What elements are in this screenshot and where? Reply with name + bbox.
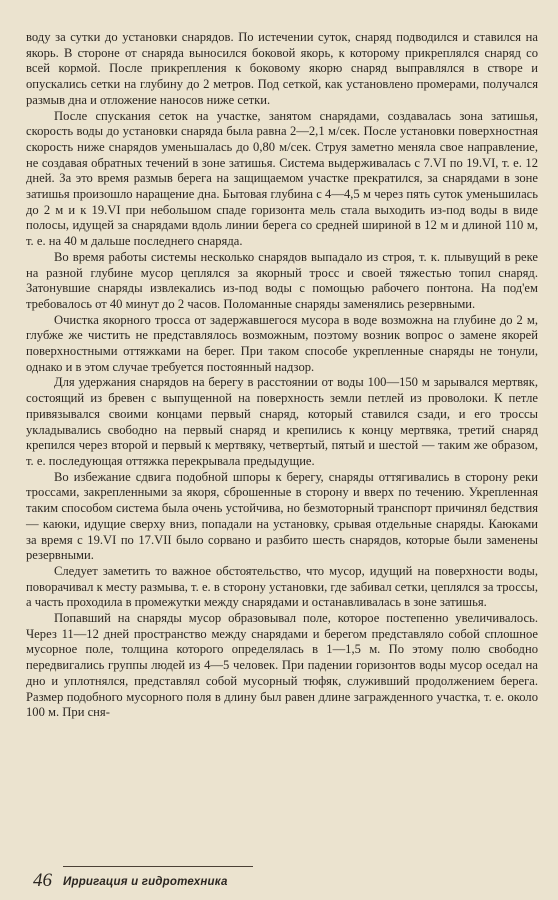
paragraph-3: Во время работы системы несколько снарядов выпадало из строя, т. к. плывущий в реке на разной глубине мусор цеплялся за якорный тросс и своей тяжестью топил снаряд. Затонувшие снаряды извлекались из-под воды с помощью рабочего понтона. На под'ем требовалось от 40 минут до 2 часов. Поломанные снаряды заменялись резервными.: [26, 249, 538, 311]
paragraph-6: Во избежание сдвига подобной шпоры к берегу, снаряды оттягивались в сторону реки троссами, закрепленными за якоря, сброшенные в сторону и вверх по течению. Укрепленная таким способом система была очень устойчива, но безмоторный транспорт причинял бедствия — каюки, идущие сверху вниз, попадали на установку, срывая отдельные снаряды. Каюками за время с 19.VI по 17.VII было сорвано и разбито шесть снарядов, которые были заменены резервными.: [26, 469, 538, 563]
paragraph-8: Попавший на снаряды мусор образовывал поле, которое постепенно увеличивалось. Через 11—12 дней пространство между снарядами и берегом представляло собой сплошное мусорное поле, толщина которого определялась в 1—1,5 м. По этому полю свободно передвигались группы людей из 4—5 человек. При падении горизонтов воды мусор оседал на дно и уплотнялся, представлял собой мусорный тюфяк, служивший продолжением берега. Размер подобного мусорного поля в длину был равен длине загражденного участка, т. е. около 100 м. При сня-: [26, 611, 538, 720]
journal-title: Ирригация и гидротехника: [63, 876, 228, 888]
page-footer: [33, 866, 283, 896]
paragraph-5: Для удержания снарядов на берегу в расстоянии от воды 100—150 м зарывался мертвяк, состоящий из бревен с выпущенной на поверхность земли петлей из проволоки. К петле привязывался своими концами первый снаряд, который ставился сзади, и его троссы укладывались свободно на первый снаряд и крепились к концу мертвяка, третий снаряд крепился через второй и первый к мертвяку, четвертый, пятый и шестой — таким же образом, т. е. последующая оттяжка перекрывала предыдущие.: [26, 375, 538, 468]
page-number: 46: [33, 870, 52, 891]
paragraph-1: воду за сутки до установки снарядов. По истечении суток, снаряд подводился и ставился на якорь. В стороне от снаряда выносился боковой якорь, к которому прикреплялся снаряд со всей кормой. После прикрепления к боковому якорю снаряд выправлялся в створе и опускались сетки на глубину до 2 метров. Под сеткой, как установлено промерами, получался размыв дна и отложение наносов ниже сетки.: [26, 30, 538, 107]
paragraph-4: Очистка якорного тросса от задержавшегося мусора в воде возможна на глубине до 2 м, глубже же чистить не представлялось возможным, поэтому возник вопрос о замене якорей поверхностными оттяжками на берег. При таком способе укрепленные снаряды не тонули, однако и в этом случае требуется постоянный надзор.: [26, 312, 538, 374]
footer-rule: [63, 866, 253, 867]
paragraph-7: Следует заметить то важное обстоятельство, что мусор, идущий на поверхности воды, поворачивал к месту размыва, т. е. в сторону установки, где забивал сетки, цеплялся за троссы, а часть проходила в промежутки между снарядами и останавливалась в зоне затишья.: [26, 563, 538, 610]
paragraph-2: После спускания сеток на участке, занятом снарядами, создавалась зона затишья, скорость воды до установки снаряда была равна 2—2,1 м/сек. После установки поверхностная скорость ниже снарядов уменьшалась до 0,80 м/сек. Струя заметно меняла свое направление, не создавая обратных течений в зоне затишья. Система выдерживалась с 7.VI по 19.VI, т. е. 12 дней. За это время размыв берега на защищаемом участке прекратился, за снарядами в зоне затишья произошло наращение дна. Бытовая глубина с 4—4,5 м через пять суток уменьшилась до 2 м и к 19.VI при небольшом спаде горизонта мель стала выходить из-под воды в виде полосы, идущей за снарядами вдоль линии берега со средней шириной в 12 м и длиной 110 м, т. е. на 40 м дальше последнего снаряда.: [26, 108, 538, 249]
page-body: [26, 30, 538, 721]
